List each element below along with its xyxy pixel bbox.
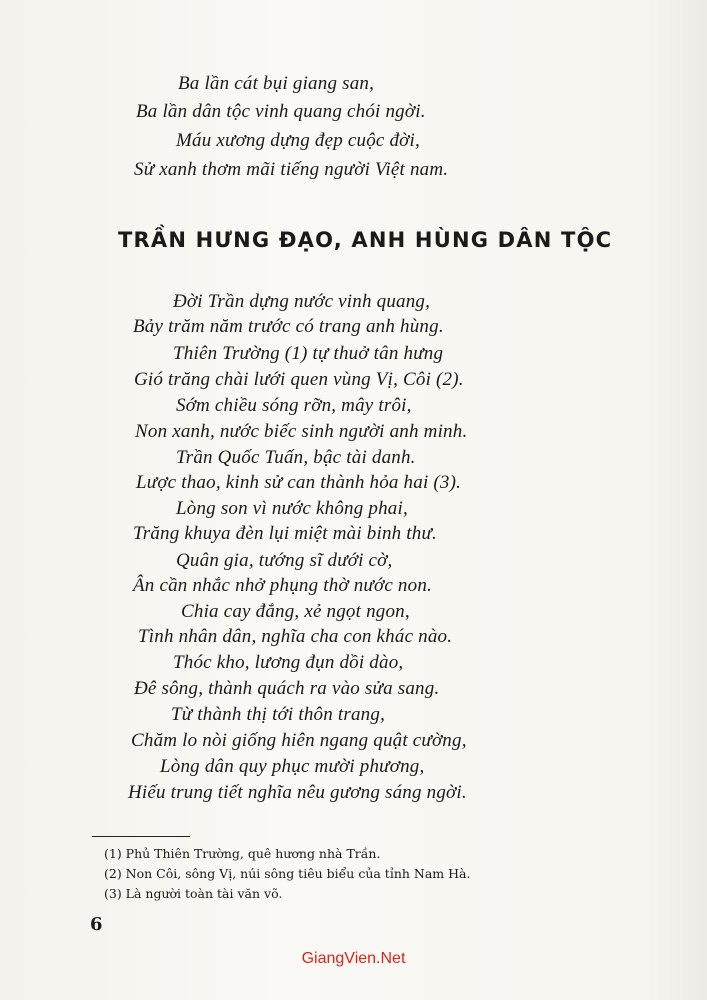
page-number: 6 (90, 914, 103, 935)
poem-line: Gió trăng chài lưới quen vùng Vị, Côi (2). (134, 369, 464, 390)
poem-line: Chăm lo nòi giống hiên ngang quật cường, (131, 730, 467, 751)
watermark: GiangVien.Net (301, 950, 406, 967)
footnote: (2) Non Côi, sông Vị, núi sông tiêu biểu của tỉnh Nam Hà. (104, 866, 471, 881)
poem-line: Đê sông, thành quách ra vào sửa sang. (134, 678, 440, 699)
footnote: (1) Phủ Thiên Trường, quê hương nhà Trần. (104, 846, 381, 861)
poem-line: Đời Trần dựng nước vinh quang, (173, 291, 431, 312)
intro-verse-line: Máu xương dựng đẹp cuộc đời, (176, 130, 420, 151)
poem-line: Lòng dân quy phục mười phương, (160, 756, 425, 777)
intro-verse-line: Sử xanh thơm mãi tiếng người Việt nam. (134, 159, 449, 180)
footnote: (3) Là người toàn tài văn võ. (104, 886, 283, 901)
poem-line: Chia cay đắng, xẻ ngọt ngon, (181, 601, 410, 622)
poem-line: Thiên Trường (1) tự thuở tân hưng (173, 343, 444, 364)
poem-line: Thóc kho, lương đụn dồi dào, (173, 652, 404, 673)
intro-verse-line: Ba lần dân tộc vinh quang chói ngời. (136, 101, 426, 122)
poem-line: Tình nhân dân, nghĩa cha con khác nào. (138, 626, 453, 647)
poem-line: Sớm chiều sóng rỡn, mây trôi, (176, 395, 412, 416)
poem-line: Quân gia, tướng sĩ dưới cờ, (176, 550, 393, 571)
poem-line: Trăng khuya đèn lụi miệt mài binh thư. (133, 523, 438, 544)
poem-line: Trần Quốc Tuấn, bậc tài danh. (176, 447, 416, 468)
poem-line: Từ thành thị tới thôn trang, (171, 704, 386, 725)
poem-title: TRẦN HƯNG ĐẠO, ANH HÙNG DÂN TỘC (118, 228, 613, 252)
poem-line: Lòng son vì nước không phai, (176, 498, 408, 519)
footnote-divider (92, 836, 190, 837)
intro-verse-line: Ba lần cát bụi giang san, (178, 73, 375, 94)
poem-line: Bảy trăm năm trước có trang anh hùng. (133, 316, 444, 337)
poem-line: Hiếu trung tiết nghĩa nêu gương sáng ngời. (128, 782, 467, 803)
poem-line: Non xanh, nước biếc sinh người anh minh. (135, 421, 468, 442)
page-shadow (647, 0, 707, 1000)
poem-line: Lược thao, kinh sử can thành hỏa hai (3). (136, 472, 462, 493)
poem-line: Ân cần nhắc nhở phụng thờ nước non. (133, 575, 432, 596)
